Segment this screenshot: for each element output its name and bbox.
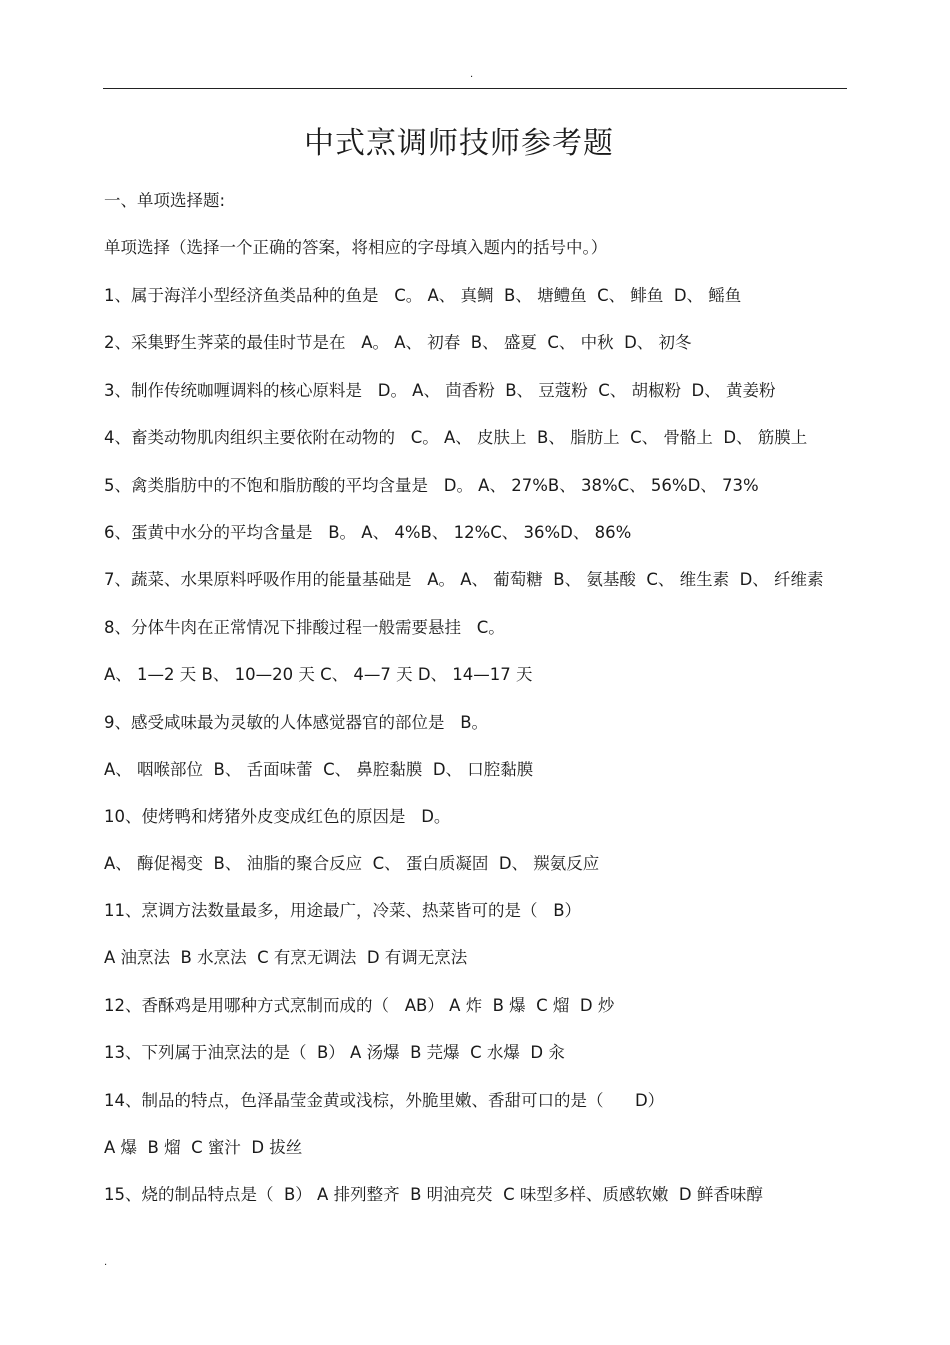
question-line: 12、香酥鸡是用哪种方式烹制而成的（ AB） A 炸 B 爆 C 熘 D 炒 [104, 996, 615, 1015]
document-title: 中式烹调师技师参考题 [304, 126, 614, 161]
question-line: 11、烹调方法数量最多，用途最广，冷菜、热菜皆可的是（ B） [104, 901, 582, 920]
section-heading: 一、单项选择题: [104, 191, 226, 210]
question-line: 10、使烤鸭和烤猪外皮变成红色的原因是 D。 [104, 807, 451, 826]
options-line: A、 1—2 天 B、 10—20 天 C、 4—7 天 D、 14—17 天 [104, 665, 533, 684]
section-instruction: 单项选择（选择一个正确的答案，将相应的字母填入题内的括号中。） [104, 238, 608, 257]
question-line: 4、畜类动物肌肉组织主要依附在动物的 C。 A、 皮肤上 B、 脂肪上 C、 骨骼上 D、 筋膜上 [104, 428, 808, 447]
header-rule [103, 88, 847, 89]
question-line: 9、感受咸味最为灵敏的人体感觉器官的部位是 B。 [104, 713, 489, 732]
header-dot: . [470, 69, 474, 80]
options-line: A 油烹法 B 水烹法 C 有烹无调法 D 有调无烹法 [104, 948, 468, 967]
question-line: 6、蛋黄中水分的平均含量是 B。 A、 4%B、 12%C、 36%D、 86% [104, 523, 632, 542]
options-line: A 爆 B 熘 C 蜜汁 D 拔丝 [104, 1138, 303, 1157]
question-line: 3、制作传统咖喱调料的核心原料是 D。 A、 茴香粉 B、 豆蔻粉 C、 胡椒粉 D、 黄姜粉 [104, 381, 776, 400]
options-line: A、 酶促褐变 B、 油脂的聚合反应 C、 蛋白质凝固 D、 羰氨反应 [104, 854, 600, 873]
question-line: 14、制品的特点，色泽晶莹金黄或浅棕，外脆里嫩、香甜可口的是（ D） [104, 1091, 665, 1110]
question-line: 5、禽类脂肪中的不饱和脂肪酸的平均含量是 D。 A、 27%B、 38%C、 56%D、 73% [104, 476, 759, 495]
question-line: 13、下列属于油烹法的是（ B） A 汤爆 B 芫爆 C 水爆 D 汆 [104, 1043, 565, 1062]
options-line: A、 咽喉部位 B、 舌面味蕾 C、 鼻腔黏膜 D、 口腔黏膜 [104, 760, 534, 779]
question-line: 8、分体牛肉在正常情况下排酸过程一般需要悬挂 C。 [104, 618, 505, 637]
question-line: 1、属于海洋小型经济鱼类品种的鱼是 C。 A、 真鲷 B、 塘鳢鱼 C、 鲱鱼 D、 鳐鱼 [104, 286, 742, 305]
question-line: 15、烧的制品特点是（ B） A 排列整齐 B 明油亮芡 C 味型多样、质感软嫩 D 鲜香味醇 [104, 1185, 763, 1204]
question-line: 7、蔬菜、水果原料呼吸作用的能量基础是 A。 A、 葡萄糖 B、 氨基酸 C、 维生素 D、 纤维素 [104, 570, 824, 589]
question-line: 2、采集野生荠菜的最佳时节是在 A。 A、 初春 B、 盛夏 C、 中秋 D、 初冬 [104, 333, 692, 352]
footer-dot: . [104, 1257, 108, 1268]
